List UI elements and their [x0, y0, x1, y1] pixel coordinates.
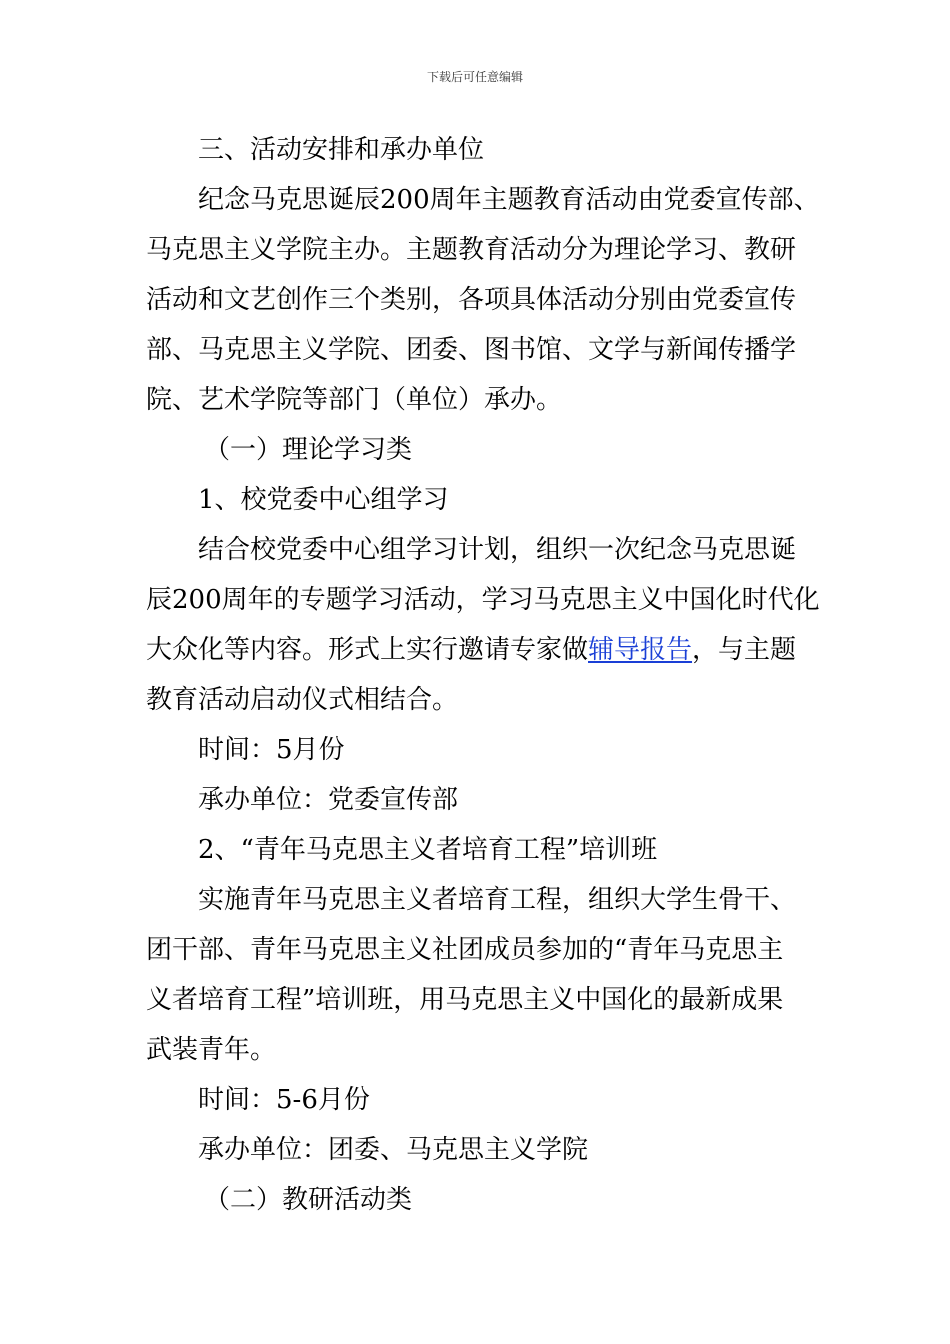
intro-paragraph-line: 马克思主义学院主办。主题教育活动分为理论学习、教研: [146, 235, 797, 265]
document-body: [146, 125, 820, 1225]
section-heading: 三、活动安排和承办单位: [198, 135, 485, 165]
item-title: 1、校党委中心组学习: [198, 485, 449, 515]
intro-paragraph-line: 活动和文艺创作三个类别，各项具体活动分别由党委宣传: [146, 285, 797, 315]
item-paragraph-line: 义者培育工程”培训班，用马克思主义中国化的最新成果: [146, 985, 784, 1015]
counseling-report-link[interactable]: 辅导报告: [588, 635, 693, 665]
item-time: 时间：5月份: [198, 735, 345, 765]
paragraph-text: 大众化等内容。形式上实行邀请专家做: [146, 635, 589, 665]
item-host: 承办单位：团委、马克思主义学院: [198, 1135, 589, 1165]
item-paragraph-line: 辰200周年的专题学习活动，学习马克思主义中国化时代化: [146, 585, 820, 615]
item-paragraph-line: 教育活动启动仪式相结合。: [146, 685, 459, 715]
item-time: 时间：5-6月份: [198, 1085, 370, 1115]
category-heading-theory: （一）理论学习类: [204, 435, 413, 465]
paragraph-text: ，与主题: [692, 635, 797, 665]
item-paragraph-line: 结合校党委中心组学习计划，组织一次纪念马克思诞: [198, 535, 797, 565]
page-header-note: 下载后可任意编辑: [426, 70, 523, 84]
intro-paragraph-line: 部、马克思主义学院、团委、图书馆、文学与新闻传播学: [146, 335, 797, 365]
item-paragraph-line: 武装青年。: [146, 1035, 277, 1065]
item-host: 承办单位：党委宣传部: [198, 785, 459, 815]
intro-paragraph-line: 纪念马克思诞辰200周年主题教育活动由党委宣传部、: [198, 185, 820, 215]
item-paragraph-line: 实施青年马克思主义者培育工程，组织大学生骨干、: [198, 885, 797, 915]
item-paragraph-line: [146, 625, 808, 675]
intro-paragraph-line: 院、艺术学院等部门（单位）承办。: [146, 385, 563, 415]
item-title: 2、“青年马克思主义者培育工程”培训班: [198, 835, 658, 865]
category-heading-teaching: （二）教研活动类: [204, 1185, 413, 1215]
item-paragraph-line: 团干部、青年马克思主义社团成员参加的“青年马克思主: [146, 935, 784, 965]
